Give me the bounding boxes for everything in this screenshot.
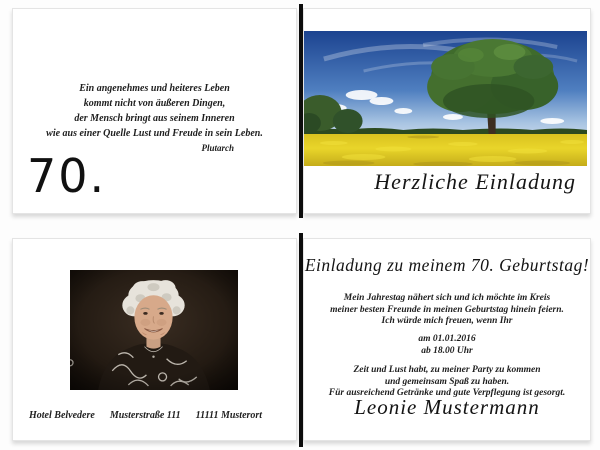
intro-line: meiner besten Freunde in meinen Geburtstag hinein feiern.: [330, 304, 564, 315]
tree-field-photo: [304, 31, 587, 166]
card-front-panel: [303, 8, 591, 214]
event-datetime: [304, 334, 590, 357]
quote-block: [13, 81, 296, 156]
quote-line: wie aus einer Quelle Lust und Freude in sein Leben.: [46, 128, 263, 139]
venue-name: Hotel Belvedere: [29, 410, 95, 421]
inside-left-panel: [12, 238, 297, 441]
body-line: Zeit und Lust habt, zu meiner Party zu kommen: [353, 365, 541, 375]
quote-line: der Mensch bringt aus seinem Inneren: [74, 113, 235, 124]
intro-line: Mein Jahrestag nähert sich und ich möchte im Kreis: [343, 293, 551, 303]
body-line: Für ausreichend Getränke und gute Verpflegung ist gesorgt.: [328, 388, 566, 398]
venue-city: 11111 Musterort: [195, 410, 263, 421]
intro-line: Ich würde mich freuen, wenn Ihr: [381, 316, 513, 326]
card-fold-line-bottom: [299, 233, 303, 447]
venue-street: Musterstraße 111: [109, 410, 181, 421]
body-line: und gemeinsam Spaß zu haben.: [384, 376, 510, 387]
front-greeting: Herzliche Einladung: [374, 169, 576, 194]
inside-right-panel: [303, 238, 591, 441]
invitation-intro: [304, 293, 590, 328]
age-number: 70.: [27, 149, 107, 203]
card-fold-line-top: [299, 4, 303, 218]
event-date: am 01.01.2016: [418, 334, 476, 344]
event-time: ab 18.00 Uhr: [421, 345, 473, 356]
venue-address: [29, 410, 277, 421]
host-signature: Leonie Mustermann: [354, 395, 540, 419]
quote-line: Ein angenehmes und heiteres Leben: [79, 83, 230, 94]
invitation-headline: Einladung zu meinem 70. Geburtstag!: [304, 255, 590, 275]
card-back-panel: [12, 8, 297, 214]
quote-author: Plutarch: [201, 143, 234, 153]
birthday-person-photo: [70, 270, 238, 390]
quote-line: kommt nicht von äußeren Dingen,: [83, 98, 226, 109]
